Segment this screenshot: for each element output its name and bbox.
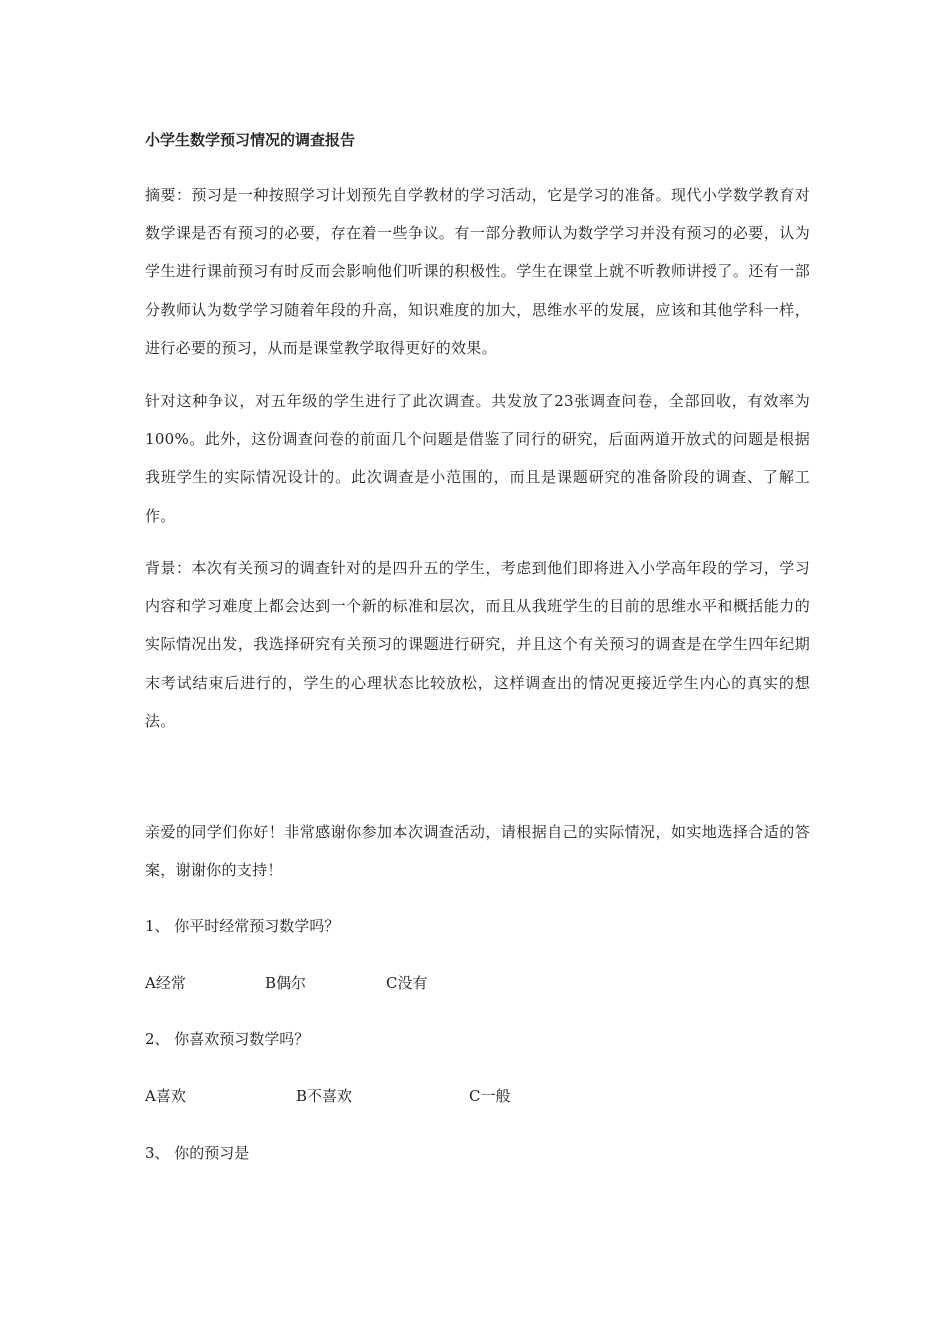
question-1-option-b: B偶尔 [265, 974, 307, 992]
question-2-option-a: A喜欢 [145, 1087, 186, 1105]
survey-intro-paragraph: 针对这种争议，对五年级的学生进行了此次调查。共发放了23张调查问卷，全部回收，有效率为100%。此外，这份调查问卷的前面几个问题是借鉴了同行的研究，后面两道开放式的问题是根据我班学生的实际情况设计的。此次调查是小范围的，而且是课题研究的准备阶段的调查、了解工作。 [145, 392, 810, 525]
question-3: 3、 你的预习是 [145, 1144, 250, 1162]
abstract-paragraph: 摘要：预习是一种按照学习计划预先自学教材的学习活动，它是学习的准备。现代小学数学教育对数学课是否有预习的必要，存在着一些争议。有一部分教师认为数学学习并没有预习的必要，认为学生进行课前预习有时反而会影响他们听课的积极性。学生在课堂上就不听教师讲授了。还有一部分教师认为数学学习随着年段的升高，知识难度的加大，思维水平的发展，应该和其他学科一样，进行必要的预习，从而是课堂教学取得更好的效果。 [145, 186, 810, 357]
document-title: 小学生数学预习情况的调查报告 [145, 131, 356, 149]
background-paragraph: 背景：本次有关预习的调查针对的是四升五的学生，考虑到他们即将进入小学高年段的学习，学习内容和学习难度上都会达到一个新的标准和层次，而且从我班学生的目前的思维水平和概括能力的实际情况出发，我选择研究有关预习的课题进行研究，并且这个有关预习的调查是在学生四年纪期末考试结束后进行的，学生的心理状态比较放松，这样调查出的情况更接近学生内心的真实的想法。 [145, 559, 810, 730]
question-1: 1、 你平时经常预习数学吗？ [145, 917, 340, 935]
question-1-option-c: C没有 [386, 974, 428, 992]
question-2: 2、 你喜欢预习数学吗？ [145, 1030, 310, 1048]
greeting-paragraph: 亲爱的同学们你好！非常感谢你参加本次调查活动，请根据自己的实际情况，如实地选择合适的答案，谢谢你的支持！ [145, 823, 810, 880]
question-1-option-a: A经常 [145, 974, 186, 992]
question-2-option-c: C一般 [469, 1087, 511, 1105]
question-2-option-b: B不喜欢 [296, 1087, 353, 1105]
